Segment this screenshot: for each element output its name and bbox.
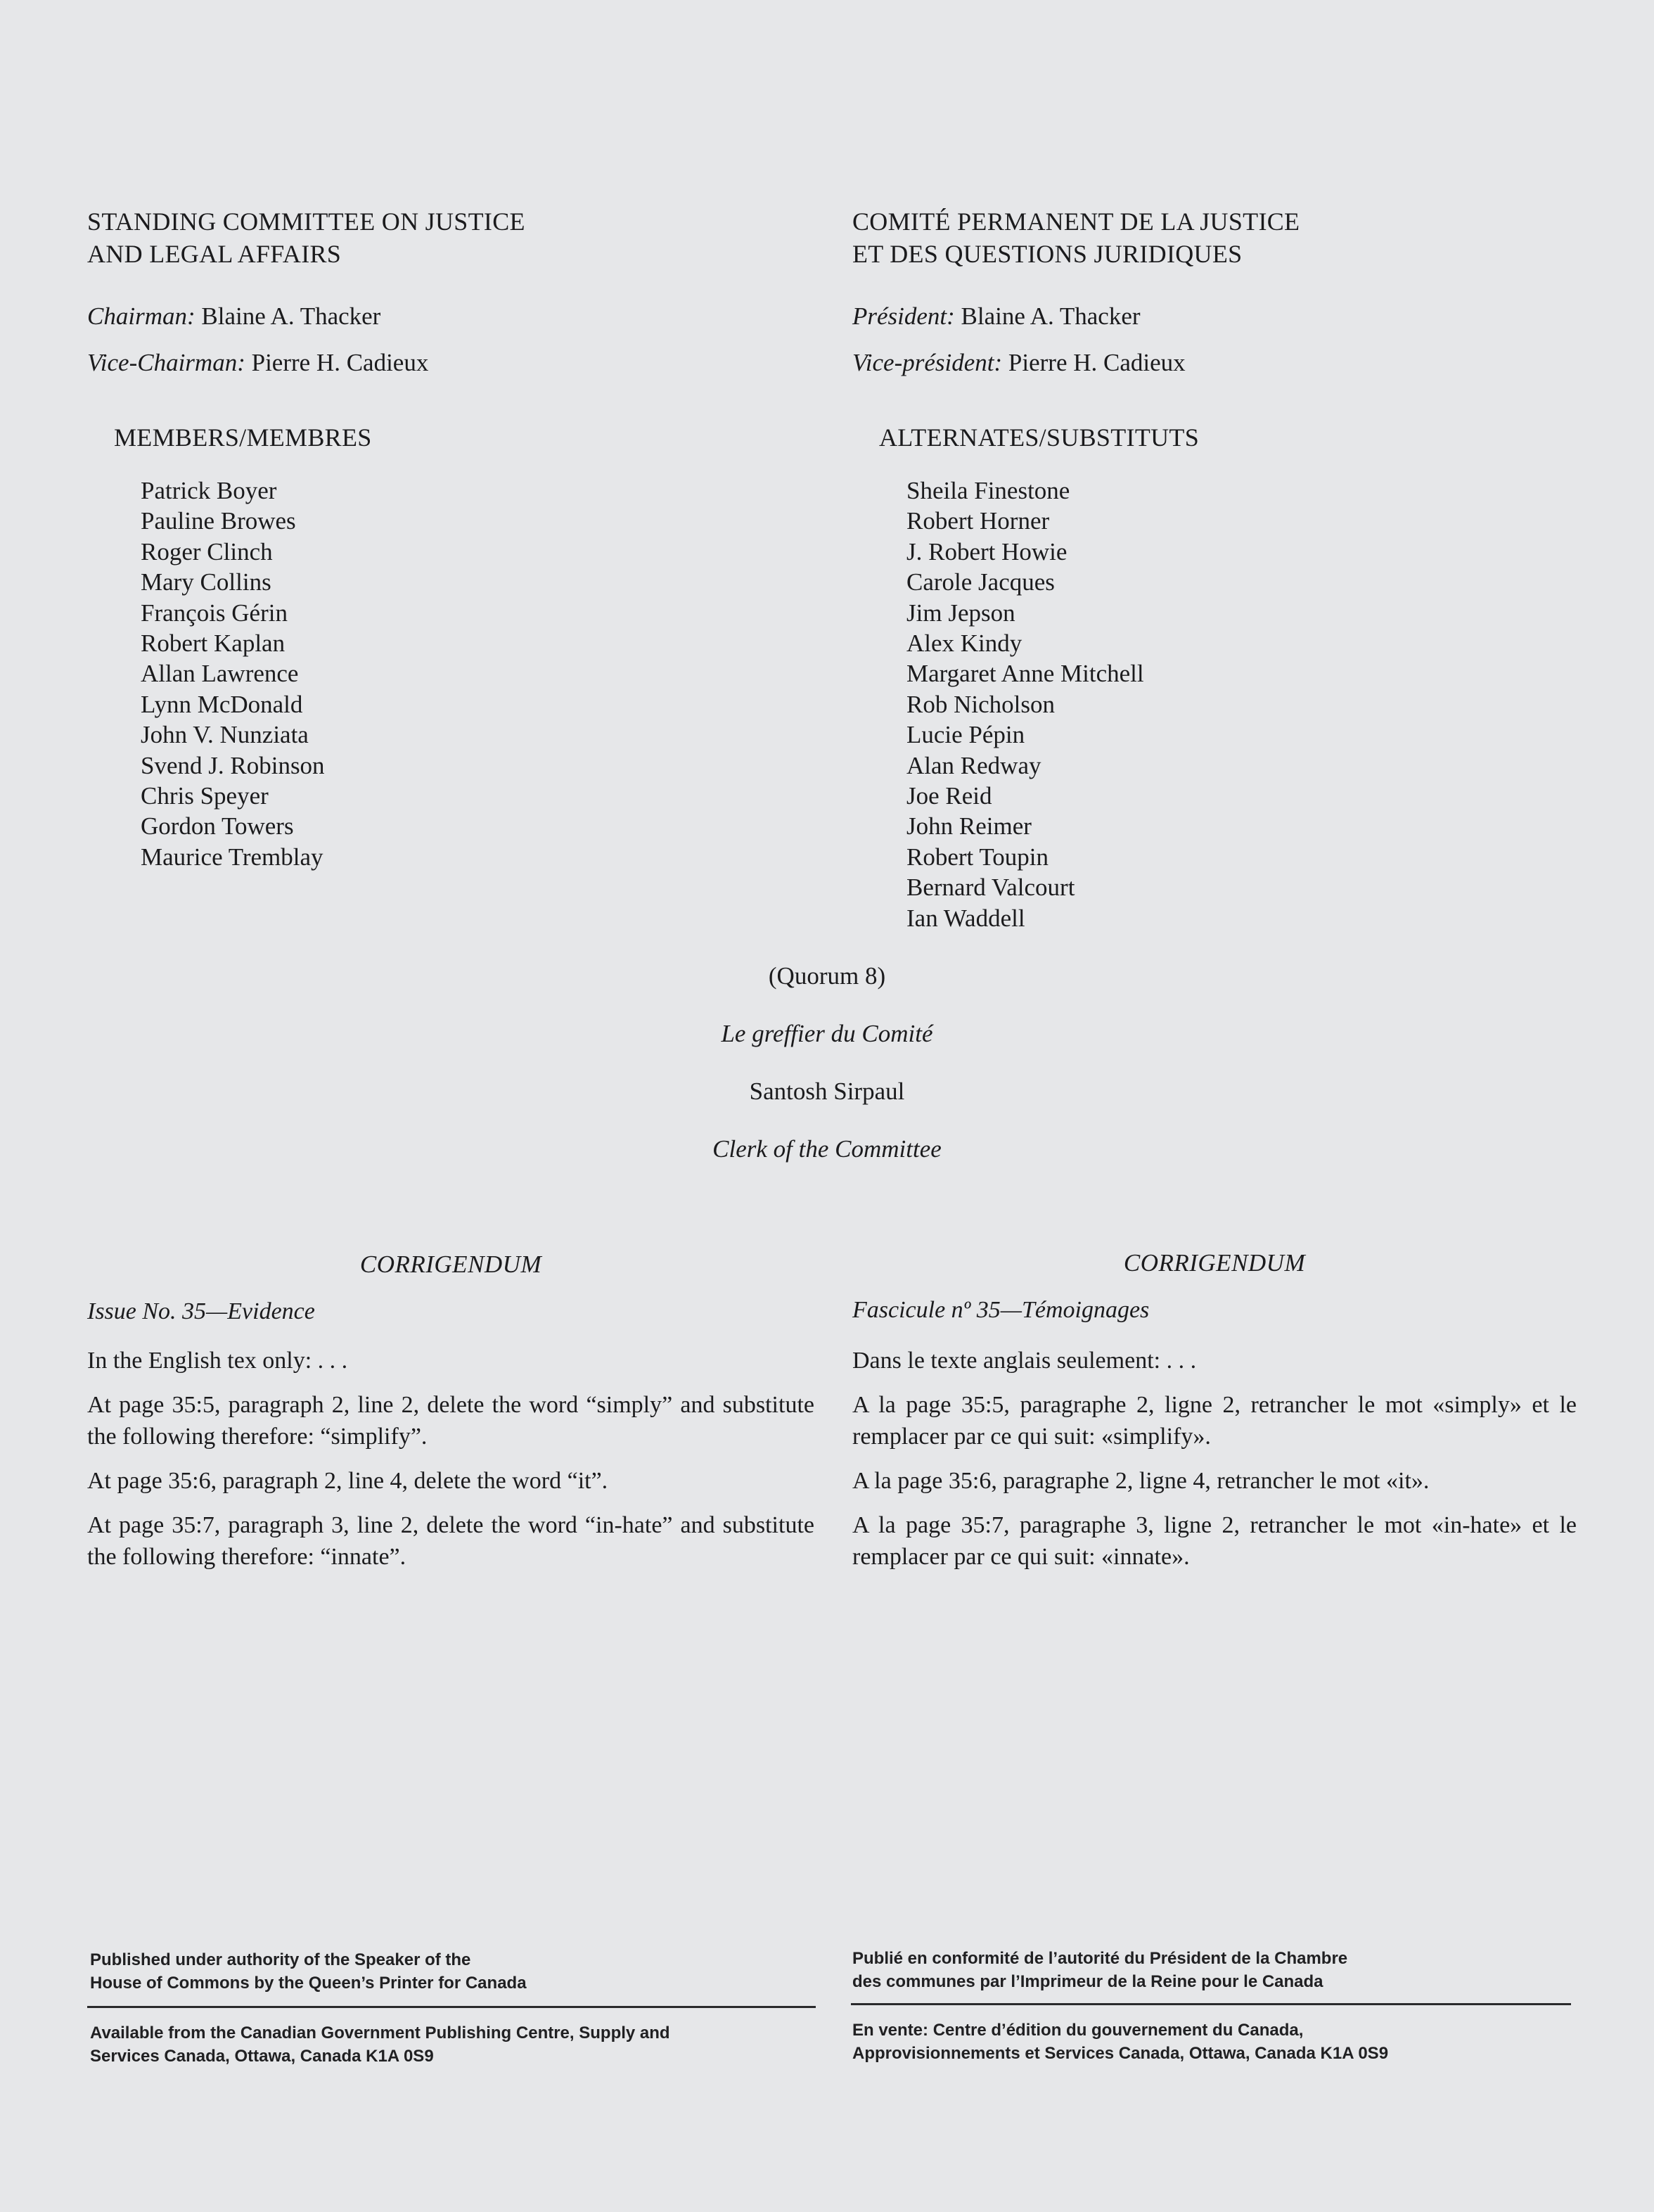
list-item: Pauline Browes bbox=[141, 507, 296, 535]
list-item: Allan Lawrence bbox=[141, 660, 299, 688]
list-item: Bernard Valcourt bbox=[906, 874, 1075, 902]
footer-published-fr-line2: des communes par l’Imprimeur de la Reine pour le Canada bbox=[852, 1972, 1323, 1991]
committee-title-en-line2: AND LEGAL AFFAIRS bbox=[87, 240, 342, 268]
vice-chairman-en bbox=[87, 347, 819, 378]
clerk-title-fr: Le greffier du Comité bbox=[721, 1020, 933, 1047]
footer-available-fr bbox=[852, 2019, 1388, 2065]
corrigendum-issue-fr: Fascicule nº 35—Témoignages bbox=[852, 1297, 1150, 1323]
chairman-en bbox=[87, 301, 819, 332]
list-item: Robert Toupin bbox=[906, 843, 1049, 871]
list-item: Svend J. Robinson bbox=[141, 751, 325, 779]
committee-title-fr bbox=[852, 205, 1577, 270]
list-item: Ian Waddell bbox=[906, 904, 1025, 932]
list-item: Joe Reid bbox=[906, 782, 992, 810]
list-item: J. Robert Howie bbox=[906, 537, 1068, 565]
corrigendum-issue-en: Issue No. 35—Evidence bbox=[87, 1298, 315, 1324]
corrigendum-paragraph: At page 35:7, paragraph 3, line 2, delete the word “in-hate” and substitute the following therefore: “innate”. bbox=[87, 1512, 814, 1570]
footer-divider-en bbox=[87, 2006, 816, 2008]
committee-title-fr-line1: COMITÉ PERMANENT DE LA JUSTICE bbox=[852, 207, 1300, 236]
list-item: Alex Kindy bbox=[906, 629, 1022, 658]
list-item: Gordon Towers bbox=[141, 812, 294, 840]
list-item: Roger Clinch bbox=[141, 537, 273, 565]
members-heading: MEMBERS/MEMBRES bbox=[114, 423, 372, 452]
chairman-name-fr: Blaine A. Thacker bbox=[954, 302, 1141, 330]
committee-title-en-line1: STANDING COMMITTEE ON JUSTICE bbox=[87, 207, 525, 236]
corrigendum-title-en: CORRIGENDUM bbox=[359, 1251, 542, 1278]
footer-published-fr bbox=[852, 1947, 1347, 1993]
committee-title-fr-line2: ET DES QUESTIONS JURIDIQUES bbox=[852, 240, 1243, 268]
footer-available-en-line1: Available from the Canadian Government Publishing Centre, Supply and bbox=[90, 2024, 670, 2042]
list-item: Sheila Finestone bbox=[906, 477, 1070, 504]
corrigendum-paragraph: At page 35:5, paragraph 2, line 2, delete the word “simply” and substitute the following therefore: “simplify”. bbox=[87, 1392, 814, 1450]
vice-chairman-label-en: Vice-Chairman: bbox=[87, 349, 245, 376]
list-item: Maurice Tremblay bbox=[141, 843, 323, 871]
list-item: Patrick Boyer bbox=[141, 477, 277, 504]
committee-title-en bbox=[87, 205, 819, 270]
corrigendum-paragraph: At page 35:6, paragraph 2, line 4, delete the word “it”. bbox=[87, 1468, 608, 1494]
corrigendum-body-en bbox=[87, 1345, 814, 1585]
chairman-label-en: Chairman: bbox=[87, 302, 195, 330]
list-item: François Gérin bbox=[141, 599, 288, 627]
footer-published-en-line1: Published under authority of the Speaker of the bbox=[90, 1950, 471, 1969]
corrigendum-paragraph: A la page 35:6, paragraphe 2, ligne 4, retrancher le mot «it». bbox=[852, 1468, 1430, 1494]
vice-chairman-fr bbox=[852, 347, 1577, 378]
clerk-title-en: Clerk of the Committee bbox=[712, 1135, 942, 1163]
footer-published-fr-line1: Publié en conformité de l’autorité du Président de la Chambre bbox=[852, 1949, 1348, 1968]
chairman-fr bbox=[852, 301, 1577, 332]
list-item: John V. Nunziata bbox=[141, 721, 309, 749]
footer-available-fr-line2: Approvisionnements et Services Canada, Ottawa, Canada K1A 0S9 bbox=[852, 2044, 1389, 2063]
corrigendum-body-fr bbox=[852, 1345, 1577, 1585]
list-item: Jim Jepson bbox=[906, 599, 1015, 627]
chairman-label-fr: Président: bbox=[852, 302, 955, 330]
footer-divider-fr bbox=[851, 2003, 1571, 2005]
clerk-name: Santosh Sirpaul bbox=[749, 1078, 905, 1105]
corrigendum-paragraph: A la page 35:5, paragraphe 2, ligne 2, retrancher le mot «simply» et le remplacer par ce qui suit: «simplify». bbox=[852, 1392, 1577, 1450]
corrigendum-title-fr: CORRIGENDUM bbox=[1123, 1249, 1306, 1277]
footer-published-en-line2: House of Commons by the Queen’s Printer for Canada bbox=[90, 1974, 527, 1993]
alternates-list bbox=[906, 475, 1144, 933]
chairman-name-en: Blaine A. Thacker bbox=[195, 302, 381, 330]
list-item: Rob Nicholson bbox=[906, 690, 1055, 718]
list-item: Carole Jacques bbox=[906, 568, 1055, 596]
list-item: Margaret Anne Mitchell bbox=[906, 660, 1144, 688]
footer-published-en bbox=[90, 1948, 527, 1995]
list-item: Lucie Pépin bbox=[906, 721, 1025, 749]
quorum: (Quorum 8) bbox=[768, 962, 886, 990]
list-item: Alan Redway bbox=[906, 751, 1041, 779]
footer-available-fr-line1: En vente: Centre d’édition du gouvernement du Canada, bbox=[852, 2021, 1304, 2040]
corrigendum-paragraph: Dans le texte anglais seulement: . . . bbox=[852, 1348, 1197, 1374]
alternates-heading: ALTERNATES/SUBSTITUTS bbox=[879, 423, 1200, 452]
list-item: Mary Collins bbox=[141, 568, 271, 596]
vice-chairman-name-en: Pierre H. Cadieux bbox=[245, 349, 429, 376]
corrigendum-paragraph: In the English tex only: . . . bbox=[87, 1348, 348, 1374]
list-item: Chris Speyer bbox=[141, 782, 269, 810]
members-list bbox=[141, 475, 325, 872]
footer-available-en-line2: Services Canada, Ottawa, Canada K1A 0S9 bbox=[90, 2047, 434, 2066]
list-item: Robert Horner bbox=[906, 507, 1050, 535]
list-item: John Reimer bbox=[906, 812, 1032, 840]
list-item: Lynn McDonald bbox=[141, 690, 303, 718]
corrigendum-paragraph: A la page 35:7, paragraphe 3, ligne 2, retrancher le mot «in-hate» et le remplacer par ce qui suit: «innate». bbox=[852, 1512, 1577, 1570]
list-item: Robert Kaplan bbox=[141, 629, 286, 658]
vice-chairman-label-fr: Vice-président: bbox=[852, 349, 1003, 376]
vice-chairman-name-fr: Pierre H. Cadieux bbox=[1002, 349, 1186, 376]
footer-available-en bbox=[90, 2021, 670, 2068]
